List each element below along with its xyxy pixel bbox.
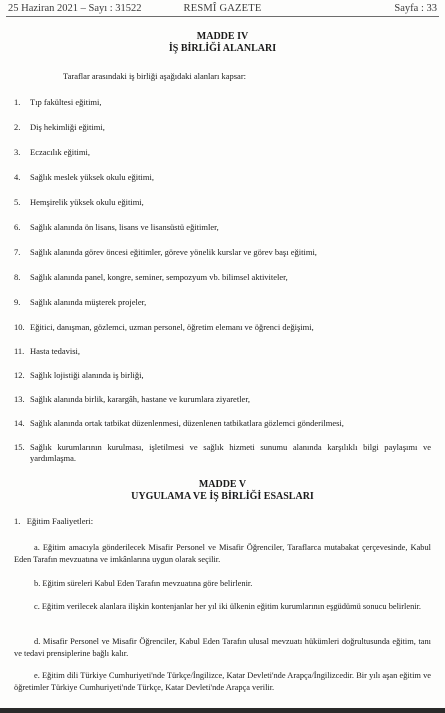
- list-item-number: 10.: [14, 322, 25, 332]
- article-4-intro: Taraflar arasındaki iş birliği aşağıdaki alanları kapsar:: [63, 71, 247, 81]
- paragraph-d: [14, 636, 431, 660]
- list-item-number: 9.: [14, 297, 21, 307]
- list-item-number: 11.: [14, 346, 25, 356]
- paragraph-label: d.: [34, 637, 41, 646]
- article-5-title: MADDE V: [198, 479, 247, 490]
- list-item-text: Sağlık kurumlarının kurulması, işletilmesi ve sağlık hizmeti sunumu alanında karşılıklı bilgi paylaşımı ve yardımlaşma.: [30, 442, 431, 463]
- article-4-title: MADDE IV: [196, 31, 249, 42]
- paragraph-label: c.: [34, 602, 40, 611]
- list-item-number: 5.: [14, 197, 21, 207]
- list-item-number: 13.: [14, 394, 25, 404]
- paragraph-text: Eğitim dili Türkiye Cumhuriyeti'nde Türkçe/İngilizce, Katar Devleti'nde Arapça/İngilizcedir. Bir yılı aşan eğitim ve öğretimler Türkiye Cumhuriyeti'nde Türkçe, Katar Devleti'nde Arapça verilir.: [14, 671, 431, 692]
- paragraph-e: [14, 670, 431, 694]
- publication-name: RESMÎ GAZETE: [183, 3, 262, 14]
- list-item-number: 7.: [14, 247, 21, 257]
- list-item-number: 2.: [14, 122, 21, 132]
- paragraph-label: a.: [34, 543, 40, 552]
- list-item-text: Sağlık meslek yüksek okulu eğitimi,: [30, 172, 154, 182]
- list-item-number: 6.: [14, 222, 21, 232]
- list-item-text: Sağlık lojistiği alanında iş birliği,: [30, 370, 144, 380]
- page-header: [8, 2, 437, 16]
- list-item-text: Hemşirelik yüksek okulu eğitimi,: [30, 197, 144, 207]
- list-item-text: Sağlık alanında birlik, karargâh, hastane ve kurumlara ziyaretler,: [30, 394, 250, 404]
- article-4-subtitle: İŞ BİRLİĞİ ALANLARI: [168, 43, 277, 54]
- list-item-text: Diş hekimliği eğitimi,: [30, 122, 105, 132]
- list-item-number: 3.: [14, 147, 21, 157]
- section-1-label: 1. Eğitim Faaliyetleri:: [14, 516, 94, 526]
- header-rule: [6, 16, 439, 17]
- list-item-number: 4.: [14, 172, 21, 182]
- list-item-text: Eczacılık eğitimi,: [30, 147, 90, 157]
- list-item-number: 8.: [14, 272, 21, 282]
- paragraph-b: [14, 578, 431, 590]
- list-item-text: Hasta tedavisi,: [30, 346, 81, 356]
- list-item-text: Eğitici, danışman, gözlemci, uzman personel, öğretim elemanı ve öğrenci değişimi,: [30, 322, 314, 332]
- list-item-number: 1.: [14, 97, 21, 107]
- paragraph-c: [14, 601, 431, 613]
- list-item-text: Sağlık alanında görev öncesi eğitimler, göreve yönelik kurslar ve görev başı eğitimi,: [30, 247, 317, 257]
- issue-date-number: 25 Haziran 2021 – Sayı : 31522: [8, 3, 142, 14]
- list-item-number: 14.: [14, 418, 25, 428]
- page-number: Sayfa : 33: [394, 3, 437, 14]
- paragraph-label: e.: [34, 671, 40, 680]
- list-item-text: Sağlık alanında ön lisans, lisans ve lisansüstü eğitimler,: [30, 222, 219, 232]
- list-item-text: Sağlık alanında panel, kongre, seminer, sempozyum vb. bilimsel aktiviteler,: [30, 272, 288, 282]
- paragraph-text: Eğitim süreleri Kabul Eden Tarafın mevzuatına göre belirlenir.: [42, 579, 253, 588]
- scan-bottom-edge: [0, 708, 445, 713]
- paragraph-a: [14, 542, 431, 566]
- list-item-text: Sağlık alanında müşterek projeler,: [30, 297, 147, 307]
- paragraph-text: Eğitim verilecek alanlara ilişkin kontenjanlar her yıl iki ülkenin eğitim kurumlarının eşgüdümü sonucu belirlenir.: [41, 602, 422, 611]
- paragraph-text: Eğitim amacıyla gönderilecek Misafir Personel ve Misafir Öğrenciler, Taraflarca mutabakat çerçevesinde, Kabul Eden Tarafın mevzuatına ve imkânlarına uygun olarak seçilir.: [14, 543, 431, 564]
- section-heading: [14, 516, 431, 527]
- list-item-number: 15.: [14, 442, 25, 452]
- paragraph-label: b.: [34, 579, 41, 588]
- article-5-subtitle: UYGULAMA VE İŞ BİRLİĞİ ESASLARI: [131, 491, 314, 502]
- list-item-number: 12.: [14, 370, 25, 380]
- paragraph-text: Misafir Personel ve Misafir Öğrenciler, Kabul Eden Tarafın ulusal mevzuatı hükümleri doğrultusunda eğitim, tanı ve tedavi prensiplerine bağlı kalır.: [14, 637, 432, 658]
- list-item-text: Sağlık alanında ortak tatbikat düzenlenmesi, düzenlenen tatbikatlara gözlemci gönderilmesi,: [30, 418, 344, 428]
- list-item-text: Tıp fakültesi eğitimi,: [30, 97, 102, 107]
